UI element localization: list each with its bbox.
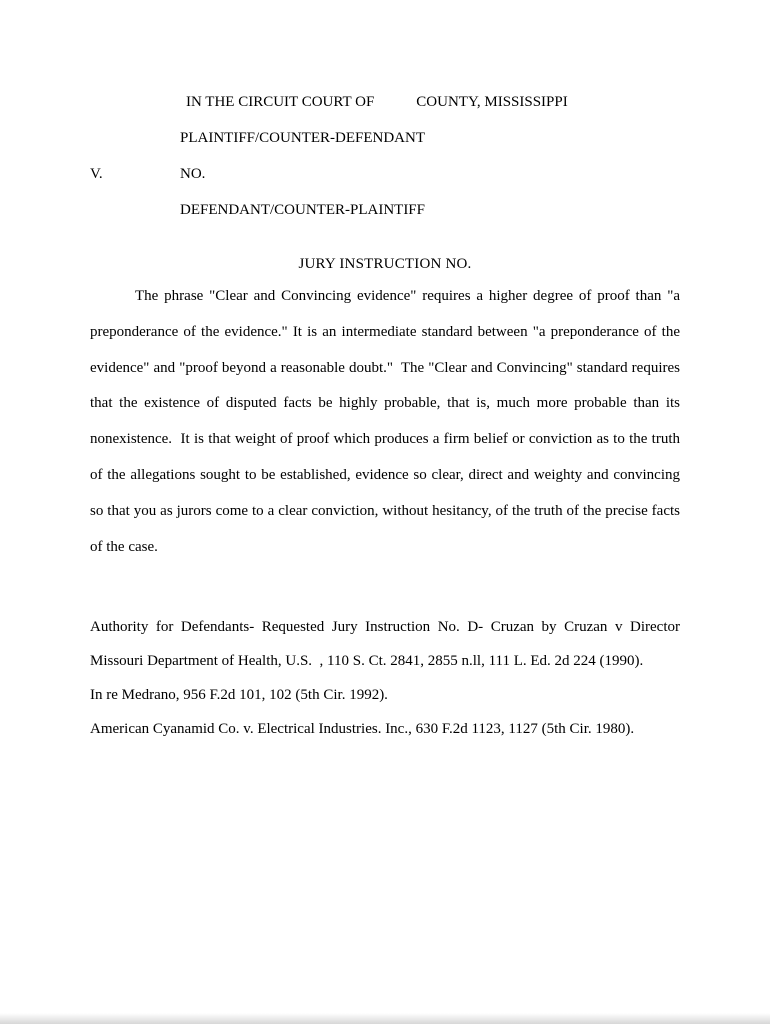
plaintiff-caption-line	[180, 130, 680, 146]
authority-block	[90, 610, 680, 746]
court-name-prefix: IN THE CIRCUIT COURT OF	[186, 94, 375, 110]
court-name-suffix: COUNTY, MISSISSIPPI	[416, 94, 568, 110]
plaintiff-label: PLAINTIFF/COUNTER-DEFENDANT	[180, 130, 425, 146]
instruction-body-paragraph: The phrase "Clear and Convincing evidence" requires a higher degree of proof than "a preponderance of the evidence." It is an intermediate standard between "a preponderance of the evidence" and "proof beyond a reasonable doubt." The "Clear and Convincing" standard requires that the existence of disputed facts be highly probable, that is, much more probable than its nonexistence. It is that weight of proof which produces a firm belief or conviction as to the truth of the allegations sought to be established, evidence so clear, direct and weighty and convincing so that you as jurors come to a clear conviction, without hesitancy, of the truth of the precise facts of the case.	[90, 288, 680, 555]
page-bottom-edge	[0, 1013, 770, 1024]
versus-label: V.	[90, 166, 103, 182]
authority-citation-cruzan: Authority for Defendants- Requested Jury Instruction No. D- Cruzan by Cruzan v Director Missouri Department of Health, U.S. , 110 S. Ct. 2841, 2855 n.ll, 111 L. Ed. 2d 224 (1990).	[90, 619, 680, 670]
county-name-blank	[374, 105, 416, 106]
versus-case-number-line	[90, 166, 680, 182]
authority-citation-cyanamid: American Cyanamid Co. v. Electrical Industries. Inc., 630 F.2d 1123, 1127 (5th Cir. 1980).	[90, 721, 635, 738]
case-number-label: NO.	[180, 166, 206, 182]
court-caption-line	[186, 94, 680, 110]
defendant-label: DEFENDANT/COUNTER-PLAINTIFF	[180, 202, 425, 218]
authority-citation-medrano: In re Medrano, 956 F.2d 101, 102 (5th Cir. 1992).	[90, 687, 388, 704]
defendant-caption-line	[180, 202, 680, 218]
jury-instruction-title: JURY INSTRUCTION NO.	[298, 256, 472, 272]
